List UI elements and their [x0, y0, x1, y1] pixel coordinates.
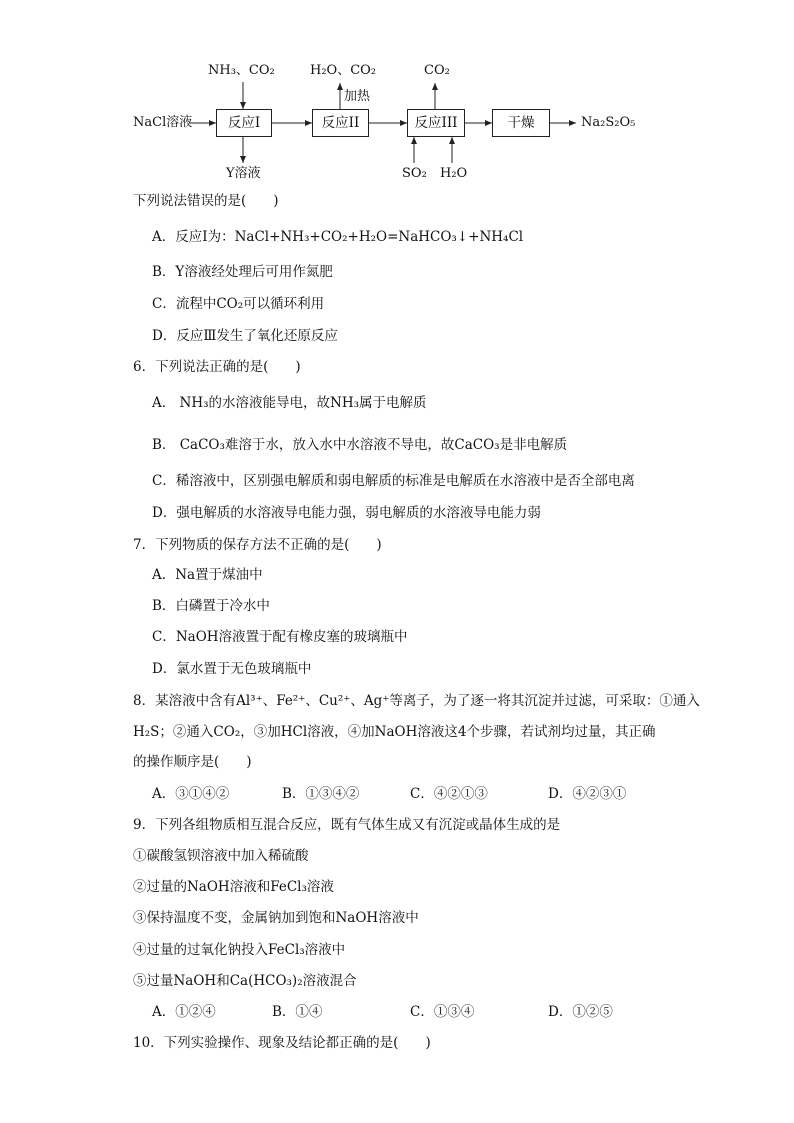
q9-option-a: A．①②④ — [152, 1004, 216, 1020]
reaction-3-box — [407, 109, 465, 137]
reaction-3-label: 反应III — [414, 115, 458, 131]
q9-option-d: D．①②⑤ — [548, 1004, 613, 1020]
q7-stem: 7．下列物质的保存方法不正确的是( ) — [133, 537, 382, 553]
q7-option-a: A．Na置于煤油中 — [152, 567, 263, 583]
q8-stem-line-3: 的操作顺序是( ) — [133, 754, 252, 770]
flowchart-arrows — [0, 0, 794, 200]
q8-stem-line-1: 8．某溶液中含有Al³⁺、Fe²⁺、Cu²⁺、Ag⁺等离子，为了逐一将其沉淀并过滤，可采取：①通入 — [133, 693, 700, 709]
output-co2: CO₂ — [424, 63, 450, 78]
q9-item-4: ④过量的过氧化钠投入FeCl₃溶液中 — [133, 942, 346, 958]
q10-stem: 10．下列实验操作、现象及结论都正确的是( ) — [133, 1035, 431, 1051]
q8-stem-line-2: H₂S；②通入CO₂，③加HCl溶液，④加NaOH溶液这4个步骤，若试剂均过量，其正确 — [133, 724, 656, 740]
q8-option-c: C．④②①③ — [410, 786, 488, 802]
q5-option-b: B．Y溶液经处理后可用作氮肥 — [152, 264, 333, 280]
output-y-solution: Y溶液 — [226, 166, 261, 181]
product-na2s2o5: Na₂S₂O₅ — [581, 115, 636, 130]
q5-stem: 下列说法错误的是( ) — [133, 193, 279, 209]
reagent-nh3-co2: NH₃、CO₂ — [208, 63, 275, 78]
q9-item-2: ②过量的NaOH溶液和FeCl₃溶液 — [133, 879, 334, 895]
q7-option-b: B．白磷置于冷水中 — [152, 598, 270, 614]
q8-option-b: B．①③④② — [282, 786, 360, 802]
q5-option-d: D．反应Ⅲ发生了氧化还原反应 — [152, 328, 338, 344]
reagent-h2o: H₂O — [440, 166, 468, 181]
q9-item-3: ③保持温度不变，金属钠加到饱和NaOH溶液中 — [133, 910, 419, 926]
output-h2o-co2: H₂O、CO₂ — [310, 63, 377, 78]
reaction-1-box — [216, 109, 272, 137]
reagent-so2: SO₂ — [402, 166, 427, 181]
q8-options — [152, 784, 712, 804]
q8-option-a: A．③①④② — [152, 786, 230, 802]
q8-option-d: D．④②③① — [548, 786, 627, 802]
q6-option-c: C．稀溶液中，区别强电解质和弱电解质的标准是电解质在水溶液中是否全部电离 — [152, 473, 635, 489]
q6-option-a: A． NH₃的水溶液能导电，故NH₃属于电解质 — [152, 395, 427, 411]
q7-option-c: C．NaOH溶液置于配有橡皮塞的玻璃瓶中 — [152, 629, 408, 645]
reaction-1-label: 反应I — [227, 115, 261, 131]
process-flowchart — [0, 0, 794, 200]
reaction-2-label: 反应II — [321, 115, 360, 131]
drying-box — [492, 109, 550, 137]
q7-option-d: D．氯水置于无色玻璃瓶中 — [152, 661, 312, 677]
q9-option-c: C．①③④ — [410, 1004, 475, 1020]
q5-option-a: A．反应Ⅰ为：NaCl+NH₃+CO₂+H₂O=NaHCO₃↓+NH₄Cl — [152, 229, 524, 245]
heat-condition: 加热 — [344, 89, 371, 104]
q9-option-b: B．①④ — [272, 1004, 323, 1020]
drying-label: 干燥 — [507, 115, 535, 131]
q9-item-5: ⑤过量NaOH和Ca(HCO₃)₂溶液混合 — [133, 973, 357, 989]
q6-option-b: B． CaCO₃难溶于水，放入水中水溶液不导电，故CaCO₃是非电解质 — [152, 437, 568, 453]
q6-stem: 6．下列说法正确的是( ) — [133, 359, 301, 375]
q9-item-1: ①碳酸氢钡溶液中加入稀硫酸 — [133, 848, 309, 864]
q5-option-c: C．流程中CO₂可以循环利用 — [152, 296, 325, 312]
q9-options — [152, 1002, 712, 1022]
q9-stem: 9．下列各组物质相互混合反应，既有气体生成又有沉淀或晶体生成的是 — [133, 817, 561, 833]
reaction-2-box — [312, 109, 369, 137]
q6-option-d: D．强电解质的水溶液导电能力强，弱电解质的水溶液导电能力弱 — [152, 505, 541, 521]
input-nacl-solution: NaCl溶液 — [133, 115, 193, 130]
